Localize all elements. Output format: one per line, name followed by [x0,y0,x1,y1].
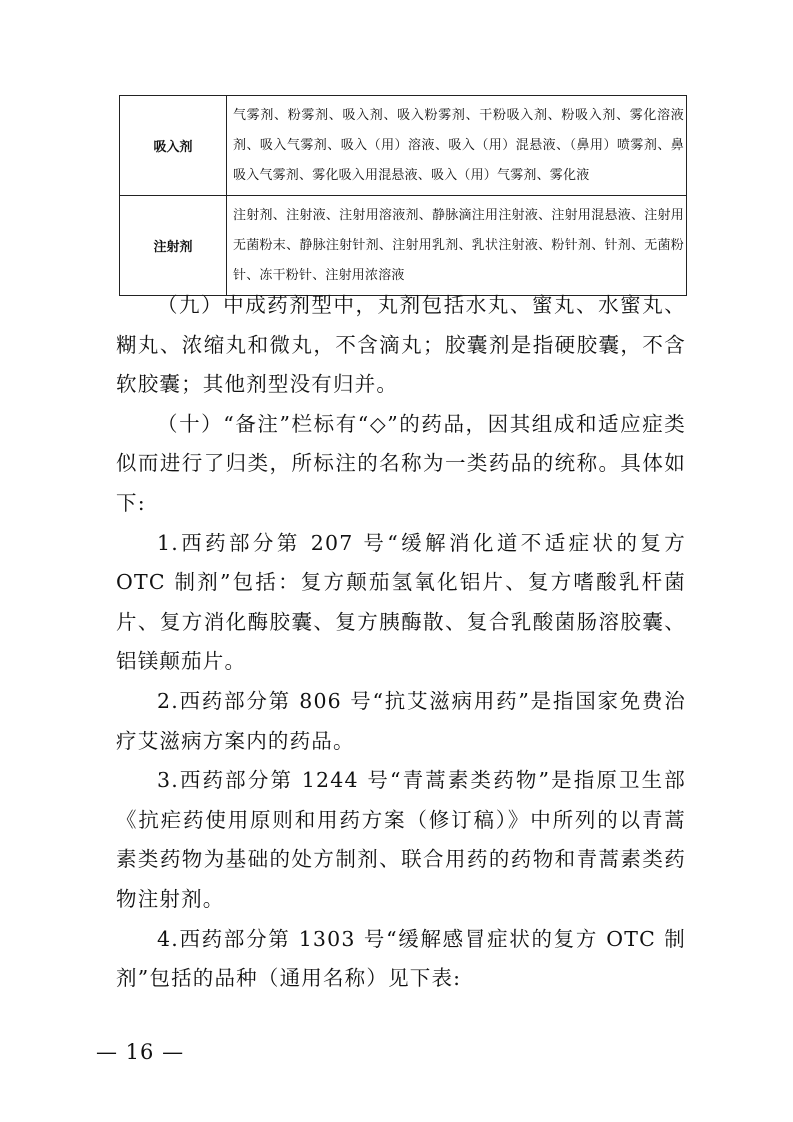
category-cell: 注射剂 [120,196,227,296]
dosage-form-table [119,95,687,296]
paragraph-note-2: 2.西药部分第 806 号“抗艾滋病用药”是指国家免费治疗艾滋病方案内的药品。 [116,688,686,753]
body-text [116,286,686,999]
paragraph-note-4: 4.西药部分第 1303 号“缓解感冒症状的复方 OTC 制剂”包括的品种（通用名称）见下表: [116,926,686,991]
page-number: — 16 — [96,1040,185,1064]
dosage-items-cell: 气雾剂、粉雾剂、吸入剂、吸入粉雾剂、干粉吸入剂、粉吸入剂、雾化溶液剂、吸入气雾剂、吸入（用）溶液、吸入（用）混悬液、（鼻用）喷雾剂、鼻吸入气雾剂、雾化吸入用混悬液、吸入（用）气雾剂、雾化液 [227,96,687,196]
paragraph-item-10: （十）“备注”栏标有“◇”的药品，因其组成和适应症类似而进行了归类，所标注的名称为一类药品的统称。具体如下: [116,411,686,515]
table-row [120,96,687,196]
paragraph-note-3: 3.西药部分第 1244 号“青蒿素类药物”是指原卫生部《抗疟药使用原则和用药方案（修订稿）》中所列的以青蒿素类药物为基础的处方制剂、联合用药的药物和青蒿素类药物注射剂。 [116,768,686,911]
category-cell: 吸入剂 [120,96,227,196]
dosage-items-cell: 注射剂、注射液、注射用溶液剂、静脉滴注用注射液、注射用混悬液、注射用无菌粉末、静脉注射针剂、注射用乳剂、乳状注射液、粉针剂、针剂、无菌粉针、冻干粉针、注射用浓溶液 [227,196,687,296]
paragraph-note-1: 1.西药部分第 207 号“缓解消化道不适症状的复方 OTC 制剂”包括：复方颠茄氢氧化铝片、复方嗜酸乳杆菌片、复方消化酶胶囊、复方胰酶散、复合乳酸菌肠溶胶囊、铝镁颠茄片。 [116,530,686,674]
table-row [120,196,687,296]
paragraph-item-9: （九）中成药剂型中，丸剂包括水丸、蜜丸、水蜜丸、糊丸、浓缩丸和微丸，不含滴丸；胶囊剂是指硬胶囊，不含软胶囊；其他剂型没有归并。 [116,293,686,397]
